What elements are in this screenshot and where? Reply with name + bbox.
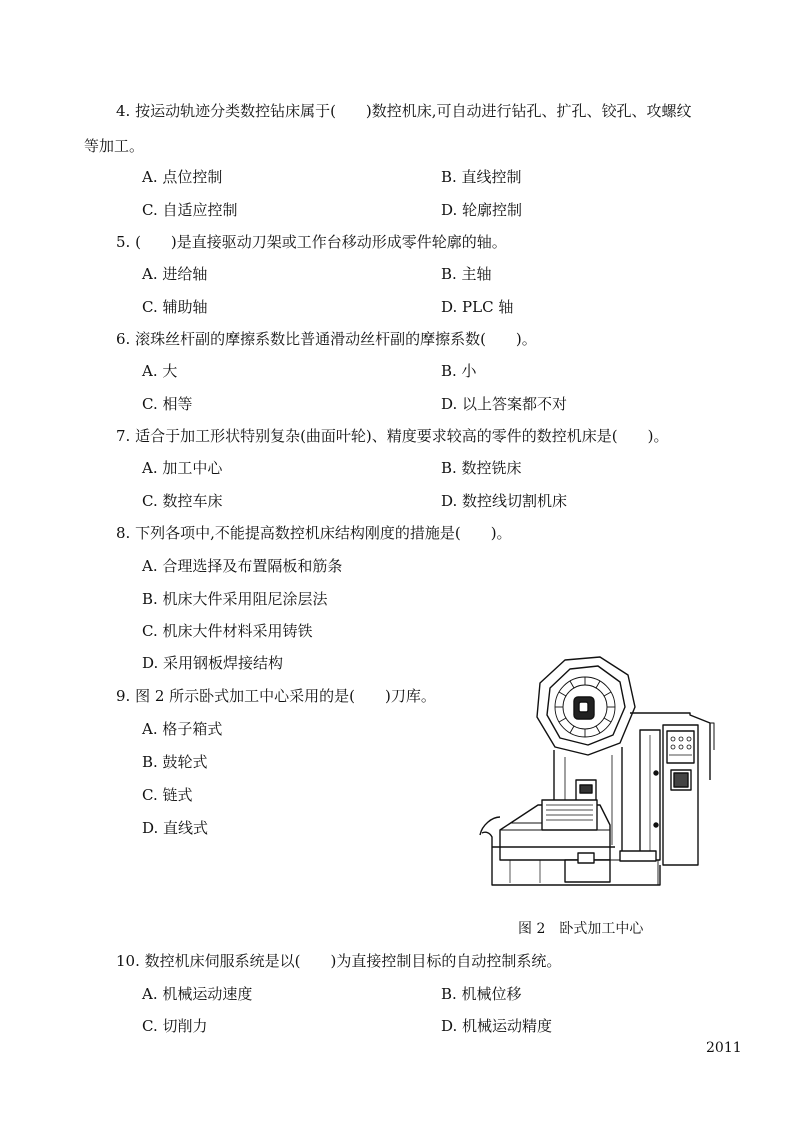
question-8-option-a: A. 合理选择及布置隔板和筋条 [142,557,343,575]
question-9-option-b: B. 鼓轮式 [142,753,208,771]
question-9-option-a: A. 格子箱式 [142,720,223,738]
question-4-option-b: B. 直线控制 [441,168,522,186]
question-8-option-b: B. 机床大件采用阻尼涂层法 [142,590,328,608]
question-10-option-d: D. 机械运动精度 [441,1017,553,1035]
question-6-option-a: A. 大 [142,362,178,380]
question-9-option-d: D. 直线式 [142,819,209,837]
question-8-option-d: D. 采用钢板焊接结构 [142,654,284,672]
question-4-option-a: A. 点位控制 [142,168,223,186]
question-5-option-b: B. 主轴 [441,265,492,283]
question-10-option-c: C. 切削力 [142,1017,208,1035]
question-9-stem: 9. 图 2 所示卧式加工中心采用的是( )刀库。 [116,687,436,705]
question-5-option-c: C. 辅助轴 [142,298,208,316]
page-number: 2011 [706,1040,742,1056]
question-4-stem-line1: 4. 按运动轨迹分类数控钻床属于( )数控机床,可自动进行钻孔、扩孔、铰孔、攻螺纹 [116,102,692,120]
question-9-option-c: C. 链式 [142,786,193,804]
question-4-stem-line2: 等加工。 [84,137,145,155]
question-8-stem: 8. 下列各项中,不能提高数控机床结构刚度的措施是( )。 [116,524,512,542]
question-8-option-c: C. 机床大件材料采用铸铁 [142,622,313,640]
question-5-option-a: A. 进给轴 [142,265,208,283]
question-5-stem: 5. ( )是直接驱动刀架或工作台移动形成零件轮廓的轴。 [116,233,507,251]
question-5-option-d: D. PLC 轴 [441,298,514,316]
question-7-option-c: C. 数控车床 [142,492,223,510]
question-6-option-b: B. 小 [441,362,477,380]
question-7-option-d: D. 数控线切割机床 [441,492,568,510]
horizontal-machining-center-figure [470,655,725,905]
question-7-option-b: B. 数控铣床 [441,459,522,477]
question-7-stem: 7. 适合于加工形状特别复杂(曲面叶轮)、精度要求较高的零件的数控机床是( )。 [116,427,669,445]
question-4-option-c: C. 自适应控制 [142,201,238,219]
figure-caption: 图 2 卧式加工中心 [518,921,644,937]
question-10-option-b: B. 机械位移 [441,985,522,1003]
question-10-option-a: A. 机械运动速度 [142,985,253,1003]
question-10-stem: 10. 数控机床伺服系统是以( )为直接控制目标的自动控制系统。 [116,952,562,970]
horizontal-machining-center-drawing-icon [470,655,725,905]
question-6-option-d: D. 以上答案都不对 [441,395,568,413]
question-6-stem: 6. 滚珠丝杆副的摩擦系数比普通滑动丝杆副的摩擦系数( )。 [116,330,537,348]
question-6-option-c: C. 相等 [142,395,193,413]
question-7-option-a: A. 加工中心 [142,459,223,477]
question-4-option-d: D. 轮廓控制 [441,201,523,219]
